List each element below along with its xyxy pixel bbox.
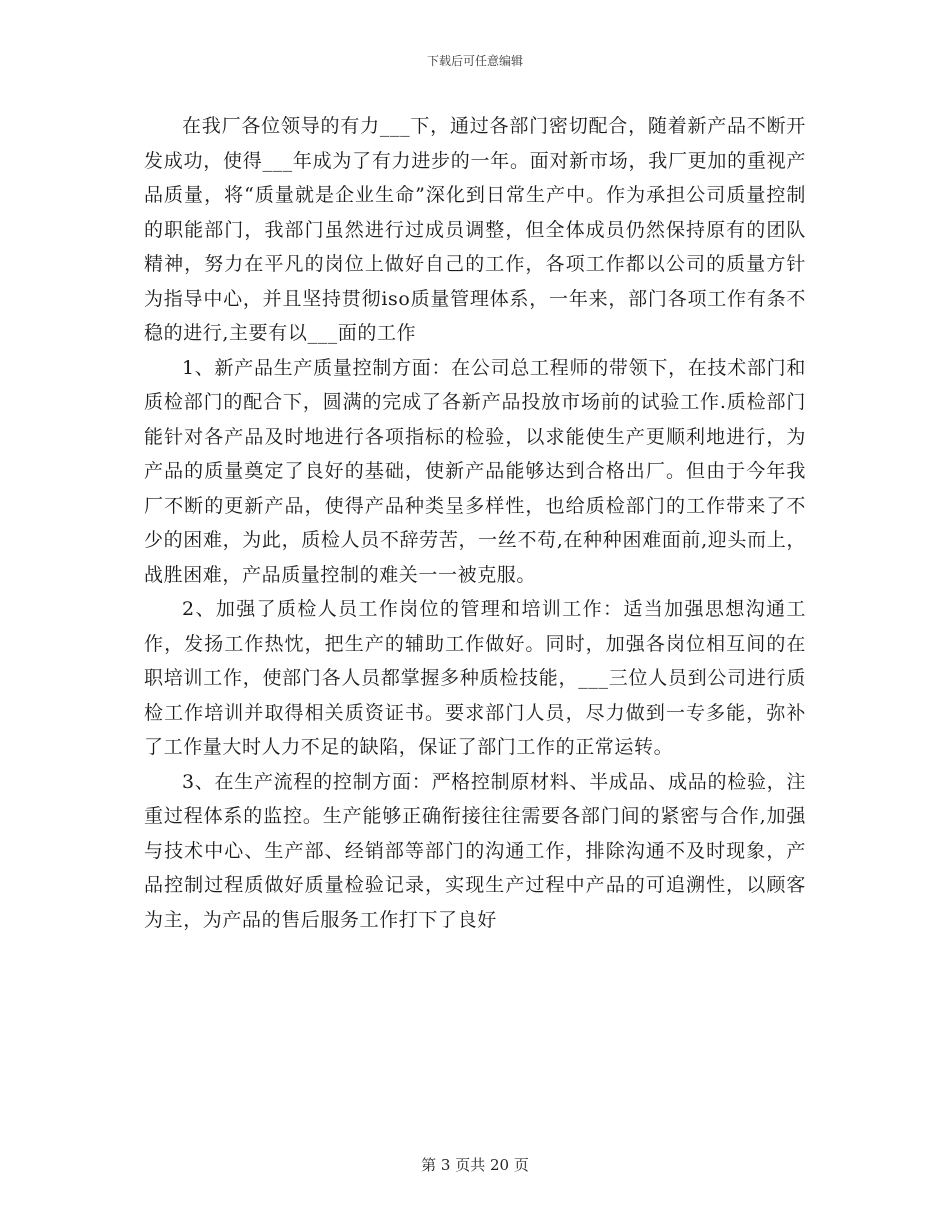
paragraph-item-3: 3、在生产流程的控制方面：严格控制原材料、半成品、成品的检验，注重过程体系的监控。生产能够正确衔接往往需要各部门间的紧密与合作,加强与技术中心、生产部、经销部等部门的沟通工作，排除沟通不及时现象，产品控制过程质做好质量检验记录，实现生产过程中产品的可追溯性，以顾客为主，为产品的售后服务工作打下了良好 <box>144 770 806 931</box>
page-number-footer: 第 3 页共 20 页 <box>421 1156 529 1174</box>
paragraph-item-1: 1、新产品生产质量控制方面：在公司总工程师的带领下，在技术部门和质检部门的配合下，圆满的完成了各新产品投放市场前的试验工作.质检部门能针对各产品及时地进行各项指标的检验，以求能使生产更顺利地进行，为产品的质量奠定了良好的基础，使新产品能够达到合格出厂。但由于今年我厂不断的更新产品，使得产品种类呈多样性，也给质检部门的工作带来了不少的困难，为此，质检人员不辞劳苦，一丝不苟,在种种困难面前,迎头而上，战胜困难，产品质量控制的难关一一被克服。 <box>144 356 806 586</box>
page-header: 下载后可任意编辑 <box>426 54 523 68</box>
document-body <box>144 109 806 937</box>
paragraph-intro: 在我厂各位领导的有力___下，通过各部门密切配合，随着新产品不断开发成功，使得___年成为了有力进步的一年。面对新市场，我厂更加的重视产品质量，将“质量就是企业生命”深化到日常生产中。作为承担公司质量控制的职能部门，我部门虽然进行过成员调整，但全体成员仍然保持原有的团队精神，努力在平凡的岗位上做好自己的工作，各项工作都以公司的质量方针为指导中心，并且坚持贯彻iso质量管理体系，一年来，部门各项工作有条不稳的进行,主要有以___面的工作 <box>144 115 806 344</box>
paragraph-item-2: 2、加强了质检人员工作岗位的管理和培训工作：适当加强思想沟通工作，发扬工作热忱，把生产的辅助工作做好。同时，加强各岗位相互间的在职培训工作，使部门各人员都掌握多种质检技能，___三位人员到公司进行质检工作培训并取得相关质资证书。要求部门人员，尽力做到一专多能，弥补了工作量大时人力不足的缺陷，保证了部门工作的正常运转。 <box>144 598 806 758</box>
